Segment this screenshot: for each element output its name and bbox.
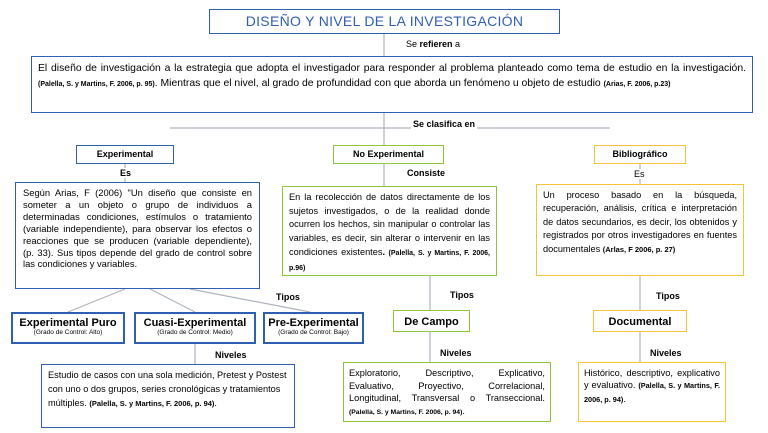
levels-campo-text: Exploratorio, Descriptivo, Explicativo, Evaluativo, Proyectivo, Correlacional, Longitudinal, Transversal o Transeccional. <box>349 368 545 404</box>
type-experimental-puro <box>11 312 125 344</box>
category-no-experimental-label: No Experimental <box>352 149 425 159</box>
link-es-right: Es <box>634 169 645 179</box>
link-niveles-left: Niveles <box>215 350 247 360</box>
link-refieren-pre: Se <box>406 39 420 49</box>
category-no-experimental <box>333 145 444 164</box>
connector-expdef-cuasi <box>150 289 195 312</box>
levels-campo-end: . <box>462 405 465 416</box>
definition-cite-2: (Arias, F. 2006, p.23) <box>603 81 671 88</box>
levels-experimental-box <box>41 364 295 428</box>
no-experimental-definition-box <box>282 186 497 276</box>
link-refieren <box>406 39 460 49</box>
levels-documental-box <box>578 362 726 422</box>
type-de-campo <box>393 310 470 332</box>
no-experimental-definition-text: En la recolección de datos directamente de los sujetos investigados, o de la realidad donde ocurren los hechos, sin manipular o controlar las variables, es decir, sin alterar o intervenir en las condiciones existentes <box>289 192 490 257</box>
definition-box <box>31 56 753 113</box>
levels-documental-end: . <box>623 393 626 404</box>
bibliografico-definition-cite: (Arlas, F 2006, p. 27) <box>602 244 676 254</box>
link-tipos-mid: Tipos <box>450 290 474 300</box>
type-cuasi-experimental-control: (Grado de Control: Medio) <box>157 329 233 336</box>
levels-documental-cite: (Palella, S. y Martins, F. 2006, p. 94) <box>584 381 721 404</box>
bibliografico-definition-box <box>536 184 744 276</box>
category-bibliografico-label: Bibliográfico <box>612 149 668 159</box>
link-tipos-left: Tipos <box>276 292 300 302</box>
bibliografico-definition-text: Un proceso basado en la búsqueda, recuperación, análisis, crítica e interpretación de datos secundarios, es decir, los obtenidos y registrados por otros investigadores en fuentes documentales <box>543 190 737 254</box>
type-cuasi-experimental-label: Cuasi-Experimental <box>143 317 247 329</box>
no-experimental-definition-cite: (Palella, S. y Martins, F. 2006, p.96) <box>289 249 490 272</box>
no-experimental-definition-dot: . <box>382 246 385 257</box>
link-es-left: Es <box>120 168 132 178</box>
definition-text-2: . Mientras que el nivel, al grado de profundidad con que aborda un fenómeno u objeto de estudio <box>154 78 604 89</box>
category-experimental <box>76 145 174 164</box>
type-documental <box>593 310 687 332</box>
levels-experimental-end: . <box>214 397 217 408</box>
category-bibliografico <box>594 145 686 164</box>
link-consiste: Consiste <box>407 168 446 178</box>
type-pre-experimental <box>263 312 364 344</box>
title-box <box>209 9 560 34</box>
page-title: DISEÑO Y NIVEL DE LA INVESTIGACIÓN <box>245 13 524 29</box>
type-experimental-puro-control: (Grado de Control: Alto) <box>33 329 103 336</box>
link-refieren-bold: refieren <box>419 39 453 49</box>
type-de-campo-label: De Campo <box>404 316 459 328</box>
link-clasifica: Se clasifica en <box>413 119 476 129</box>
experimental-definition-box <box>15 182 260 289</box>
link-tipos-right: Tipos <box>656 291 680 301</box>
type-experimental-puro-label: Experimental Puro <box>19 317 117 329</box>
type-pre-experimental-control: (Grado de Control: Bajo) <box>278 329 349 336</box>
definition-text-1: El diseño de investigación a la estrategia que adopta el investigador para responder al problema planteado como tema de estudio en la investigación. <box>38 63 746 74</box>
definition-cite-1: (Palella, S. y Martins, F. 2006, p. 95) <box>38 81 155 88</box>
type-documental-label: Documental <box>608 316 672 328</box>
levels-campo-box <box>343 362 551 422</box>
levels-experimental-text: Estudio de casos con una sola medición, Pretest y Postest con uno o dos grupos, series cronológicas y tratamientos múltiples. <box>48 370 287 408</box>
experimental-definition-text: Según Arias, F (2006) "Un diseño que consiste en someter a un objeto o grupo de individuos a determinadas condiciones, estímulos o tratamiento (variable independiente), para observar los efectos o reacciones que se producen (variable dependiente), (p. 33). Sus tipos depende del grado de control sobre las condiciones y variables. <box>23 187 252 270</box>
levels-experimental-cite: (Palella, S. y Martins, F. 2006, p. 94) <box>89 398 215 408</box>
levels-campo-cite: (Palella, S. y Martins, F. 2006, p. 94) <box>349 408 463 416</box>
link-niveles-mid: Niveles <box>440 348 472 358</box>
type-cuasi-experimental <box>134 312 256 344</box>
type-pre-experimental-label: Pre-Experimental <box>268 317 359 329</box>
levels-documental-text: Histórico, descriptivo, explicativo y evaluativo. <box>584 368 720 391</box>
link-niveles-right: Niveles <box>650 348 682 358</box>
connector-expdef-puro <box>68 289 125 312</box>
link-refieren-post: a <box>452 39 461 49</box>
category-experimental-label: Experimental <box>96 149 154 159</box>
